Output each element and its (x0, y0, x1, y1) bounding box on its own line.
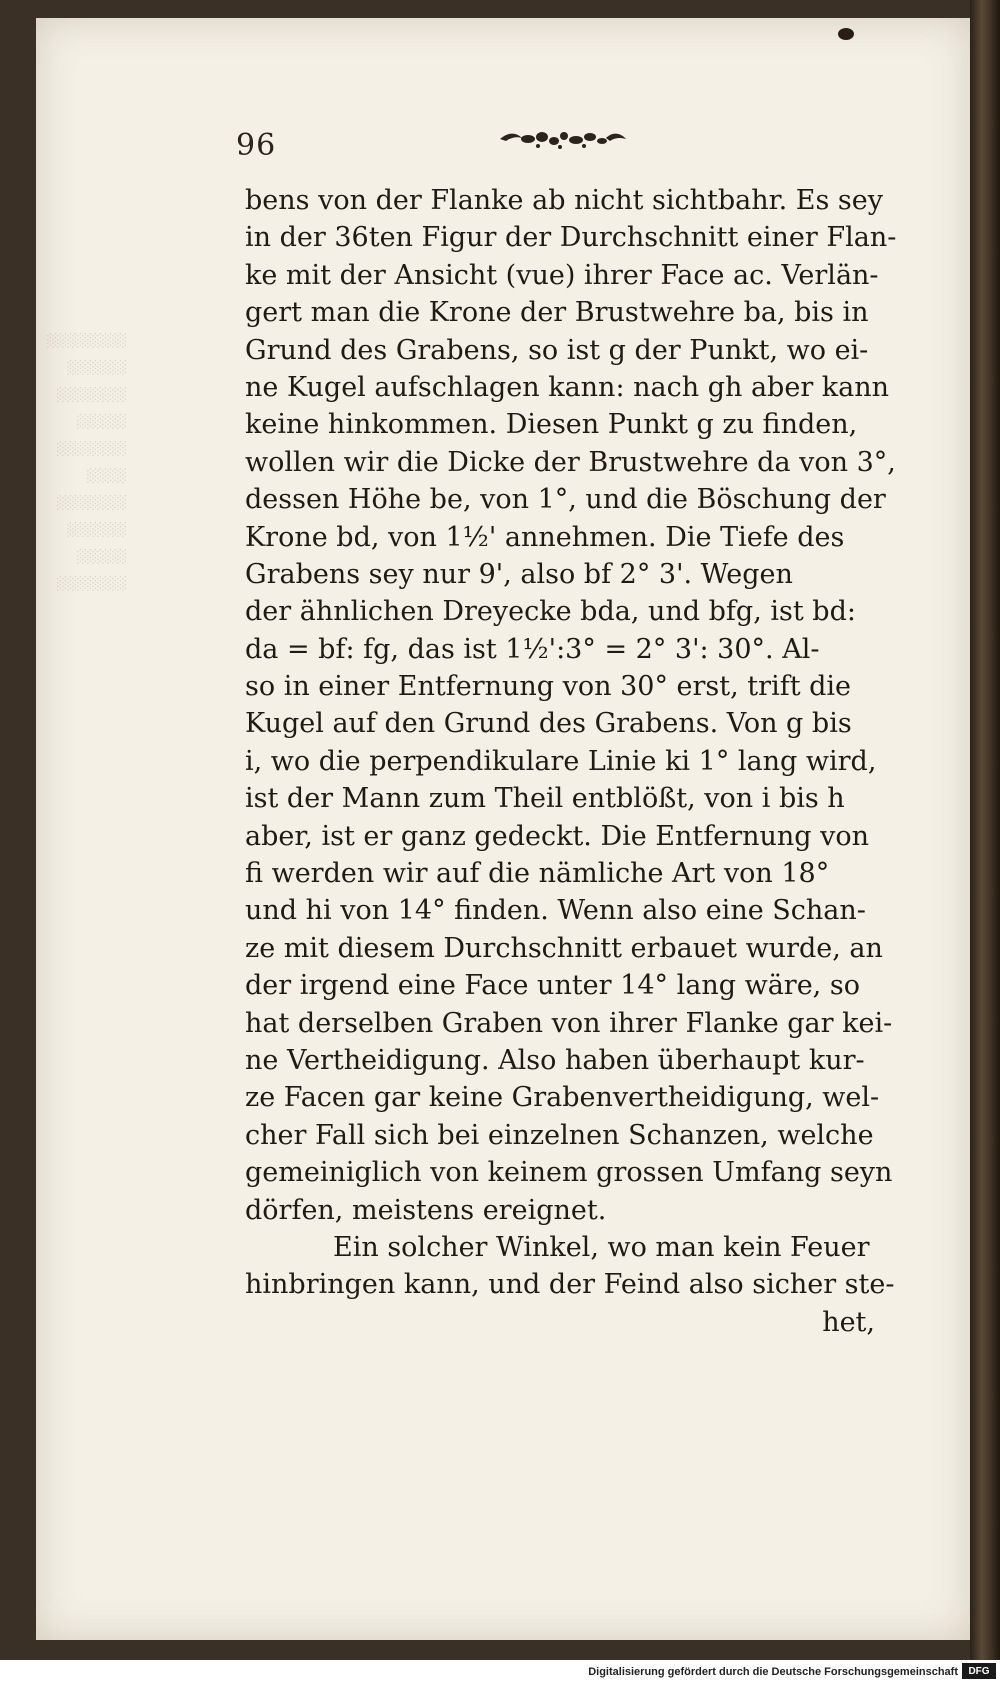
text-line: cher Fall sich bei einzelnen Schanzen, welche (245, 1119, 874, 1151)
text-line: Krone bd, von 1½' annehmen. Die Tiefe des (245, 521, 845, 553)
text-line: bens von der Flanke ab nicht sichtbahr. Es sey (245, 185, 883, 216)
text-line: ne Kugel aufschlagen kann: nach gh aber kann (245, 371, 890, 403)
text-line: der irgend eine Face unter 14° lang wäre, so (245, 970, 860, 1002)
text-line: Grabens sey nur 9', also bf 2° 3'. Wegen (245, 558, 793, 590)
text-line: da = bf: fg, das ist 1½':3° = 2° 3': 30°. Al- (245, 633, 820, 665)
text-line: Grund des Grabens, so ist g der Punkt, wo ei- (245, 334, 869, 366)
text-line: und hi von 14° finden. Wenn also eine Schan- (245, 895, 866, 927)
text-line: ze mit diesem Durchschnitt erbauet wurde, an (245, 932, 883, 964)
text-line: in der 36ten Figur der Durchschnitt einer Flan- (245, 222, 897, 254)
text-line: dessen Höhe be, von 1°, und die Böschung der (245, 484, 886, 516)
page-number: 96 (236, 128, 277, 163)
text-line: i, wo die perpendikulare Linie ki 1° lang wird, (245, 745, 877, 777)
text-line: aber, ist er ganz gedeckt. Die Entfernung von (245, 820, 870, 852)
text-line: keine hinkommen. Diesen Punkt g zu finden, (245, 409, 858, 441)
text-line: hinbringen kann, und der Feind also sicher ste- (245, 1269, 895, 1301)
book-spine-edge (970, 0, 1000, 1660)
paragraph-start-line: Ein solcher Winkel, wo man kein Feuer (333, 1231, 870, 1263)
text-line: dörfen, meistens ereignet. (245, 1194, 607, 1226)
dfg-logo: DFG (962, 1663, 996, 1679)
text-line: ne Vertheidigung. Also haben überhaupt kur- (245, 1044, 865, 1076)
text-line: ist der Mann zum Theil entblößt, von i bis h (245, 783, 845, 815)
body-text (245, 182, 945, 1341)
text-line: gemeiniglich von keinem grossen Umfang seyn (245, 1157, 893, 1189)
text-line: ke mit der Ansicht (vue) ihrer Face ac. Verlän- (245, 259, 879, 291)
ink-blot (838, 28, 854, 40)
text-line: so in einer Entfernung von 30° erst, trift die (245, 671, 852, 703)
text-line: ze Facen gar keine Grabenvertheidigung, wel- (245, 1082, 880, 1114)
funding-credit: Digitalisierung gefördert durch die Deutsche Forschungsgemeinschaft (588, 1666, 958, 1678)
text-line: der ähnlichen Dreyecke bda, und bfg, ist bd: (245, 596, 856, 628)
text-line: wollen wir die Dicke der Brustwehre da von 3°, (245, 446, 896, 478)
text-line: hat derselben Graben von ihrer Flanke gar kei- (245, 1007, 893, 1039)
text-line: gert man die Krone der Brustwehre ba, bis in (245, 297, 869, 329)
catchword: het, (822, 1306, 875, 1338)
text-line: fi werden wir auf die nämliche Art von 18° (245, 858, 830, 890)
printer-ornament-icon (498, 126, 628, 152)
footer-bar (0, 1660, 1000, 1681)
bleed-through-text: ░░░░░░░░ ░░░░░░ ░░░░░░░ ░░░░░ ░░░░░░░ ░░░░ ░░░░░░░ ░░░░░░ ░░░░░ ░░░░░░░ (46, 334, 126, 592)
text-line: Kugel auf den Grund des Grabens. Von g bis (245, 708, 852, 740)
